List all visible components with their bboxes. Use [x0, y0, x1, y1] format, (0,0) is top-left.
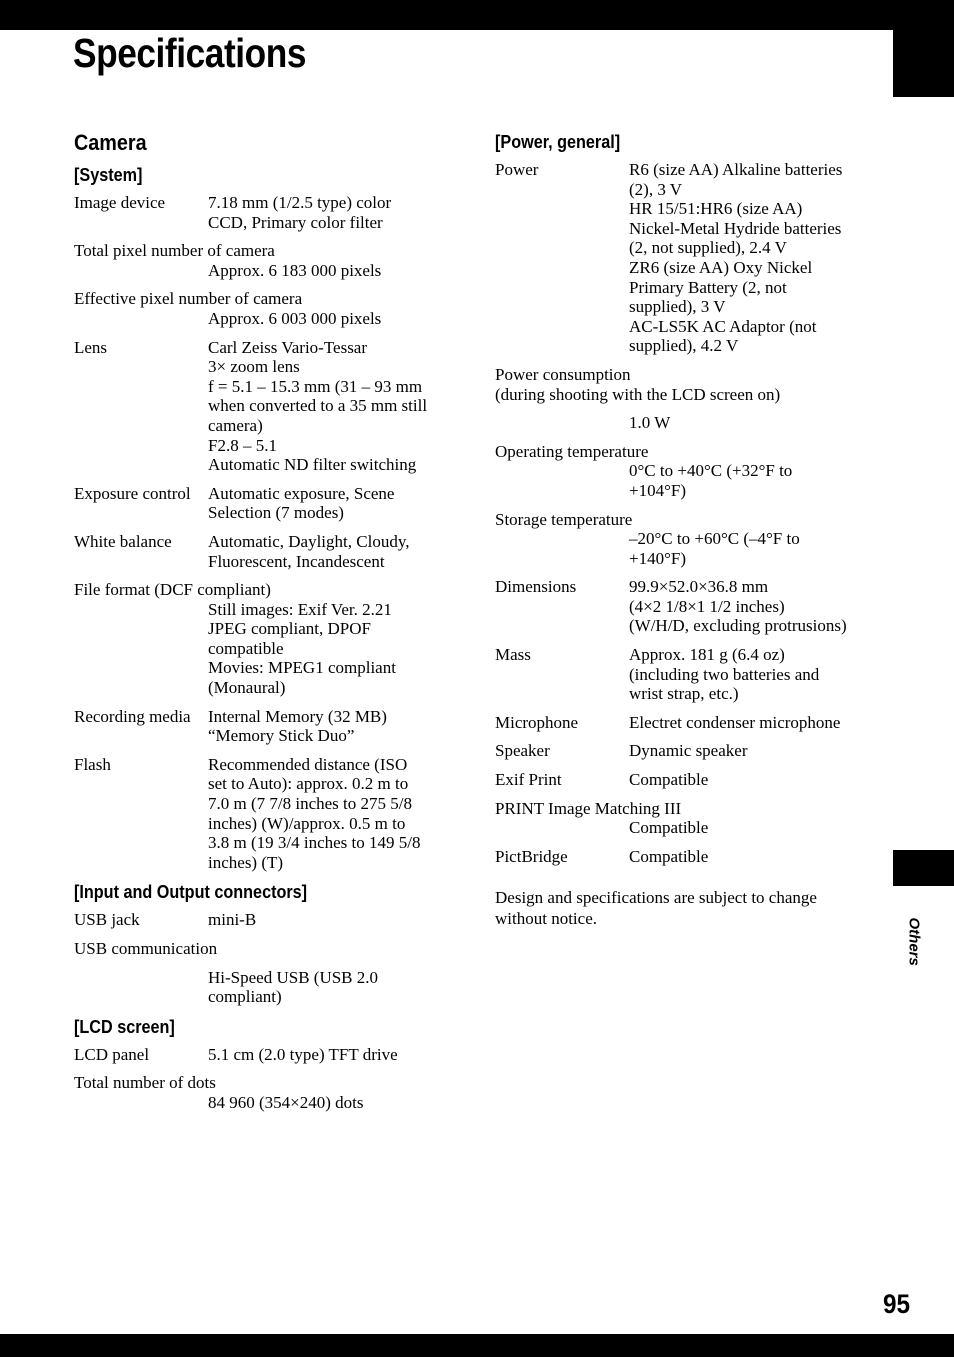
section-tab-marker — [893, 850, 954, 886]
left-column — [74, 120, 454, 1122]
specs-change-notice: Design and specifications are subject to change without notice. — [495, 888, 817, 928]
spec-label: Speaker — [495, 741, 550, 761]
spec-value: Automatic, Daylight, Cloudy, Fluorescent, Incandescent — [208, 531, 410, 571]
spec-label: USB communication — [74, 939, 218, 958]
page-number: 95 — [882, 1289, 910, 1319]
spec-operating-temperature — [495, 442, 875, 501]
spec-total-dots — [74, 1073, 454, 1112]
spec-value: Dynamic speaker — [629, 741, 748, 761]
spec-value: Hi-Speed USB (USB 2.0 compliant) — [208, 967, 379, 1007]
spec-value: Recommended distance (ISO set to Auto): approx. 0.2 m to 7.0 m (7 7/8 inches to 275 5/8 inches) (W)/approx. 0.5 m to 3.8 m (19 3/4 inches to 149 5/8 inches) (T) — [208, 754, 421, 872]
io-heading: [Input and Output connectors] — [74, 882, 308, 903]
page-title: Specifications — [73, 30, 307, 76]
spec-label: File format (DCF compliant) — [74, 580, 271, 600]
bottom-bar — [0, 1334, 954, 1357]
spec-total-pixels — [74, 241, 454, 280]
spec-power-consumption — [495, 365, 875, 433]
spec-label: Exposure control — [74, 483, 191, 503]
spec-value: Still images: Exif Ver. 2.21 JPEG compliant, DPOF compatible Movies: MPEG1 compliant (Monaural) — [208, 599, 396, 698]
spec-mass — [495, 645, 875, 704]
spec-dimensions — [495, 577, 875, 636]
spec-value: Compatible — [629, 770, 709, 790]
spec-label: Mass — [495, 645, 531, 665]
spec-file-format — [74, 580, 454, 698]
spec-white-balance — [74, 532, 454, 571]
spec-label: Effective pixel number of camera — [74, 289, 303, 309]
spec-value: Internal Memory (32 MB) “Memory Stick Duo” — [208, 706, 387, 746]
spec-value: –20°C to +60°C (–4°F to +140°F) — [629, 529, 800, 568]
spec-value: 1.0 W — [629, 413, 671, 433]
spec-value: 84 960 (354×240) dots — [208, 1092, 364, 1112]
spec-label: Operating temperature — [495, 441, 649, 461]
spec-pictbridge — [495, 847, 875, 867]
right-column — [495, 120, 875, 929]
power-general-heading: [Power, general] — [495, 132, 621, 152]
lcd-heading: [LCD screen] — [74, 1016, 175, 1037]
spec-label: Storage temperature — [495, 509, 633, 529]
spec-effective-pixels — [74, 289, 454, 328]
spec-label: Power consumption (during shooting with the LCD screen on) — [495, 364, 781, 404]
spec-value: 5.1 cm (2.0 type) TFT drive — [208, 1044, 398, 1064]
spec-value: Compatible — [629, 846, 709, 866]
spec-usb-communication — [74, 939, 454, 1007]
spec-lcd-panel — [74, 1045, 454, 1065]
spec-usb-jack — [74, 910, 454, 930]
spec-flash — [74, 755, 454, 873]
spec-label: Dimensions — [495, 577, 577, 597]
spec-value: Approx. 6 183 000 pixels — [208, 260, 382, 280]
spec-label: Image device — [74, 193, 166, 212]
spec-value: Carl Zeiss Vario-Tessar 3× zoom lens f = 5.1 – 15.3 mm (31 – 93 mm when converted to a 35 mm still camera) F2.8 – 5.1 Automatic ND filter switching — [208, 337, 428, 475]
spec-exif-print — [495, 770, 875, 790]
spec-image-device — [74, 193, 454, 232]
spec-value: Approx. 181 g (6.4 oz) (including two batteries and wrist strap, etc.) — [629, 645, 820, 704]
spec-label: USB jack — [74, 910, 140, 930]
spec-exposure-control — [74, 484, 454, 523]
spec-value: Compatible — [629, 818, 709, 838]
spec-value: Electret condenser microphone — [629, 712, 841, 732]
top-bar — [0, 0, 954, 30]
camera-heading: Camera — [74, 130, 147, 155]
spec-speaker — [495, 741, 875, 761]
spec-print-image-matching — [495, 799, 875, 838]
spec-label: LCD panel — [74, 1044, 150, 1064]
spec-label: Microphone — [495, 712, 579, 732]
spec-label: Recording media — [74, 706, 191, 726]
spec-value: 0°C to +40°C (+32°F to +104°F) — [629, 461, 793, 500]
spec-lens — [74, 338, 454, 475]
side-tab-label: Others — [905, 917, 923, 966]
spec-label: White balance — [74, 531, 172, 551]
spec-label: Exif Print — [495, 770, 562, 790]
spec-label: Total number of dots — [74, 1073, 216, 1093]
spec-power — [495, 160, 875, 356]
top-right-tab — [893, 30, 954, 97]
spec-value: Approx. 6 003 000 pixels — [208, 308, 382, 328]
spec-value: 7.18 mm (1/2.5 type) color CCD, Primary color filter — [208, 193, 392, 232]
spec-value: 99.9×52.0×36.8 mm (4×2 1/8×1 1/2 inches) (W/H/D, excluding protrusions) — [629, 577, 847, 636]
spec-label: Total pixel number of camera — [74, 241, 275, 261]
spec-label: Flash — [74, 754, 111, 774]
spec-value: Automatic exposure, Scene Selection (7 modes) — [208, 483, 395, 523]
spec-value: R6 (size AA) Alkaline batteries (2), 3 V HR 15/51:HR6 (size AA) Nickel-Metal Hydride batteries (2, not supplied), 2.4 V ZR6 (size AA) Oxy Nickel Primary Battery (2, not supplied), 3 V AC-LS5K AC Adaptor (not supplied), 4.2 V — [629, 160, 843, 356]
spec-value: mini-B — [208, 910, 257, 930]
spec-recording-media — [74, 707, 454, 746]
system-heading: [System] — [74, 165, 143, 185]
spec-label: PRINT Image Matching III — [495, 798, 682, 818]
spec-storage-temperature — [495, 510, 875, 569]
spec-microphone — [495, 713, 875, 733]
spec-label: Lens — [74, 337, 108, 357]
spec-label: PictBridge — [495, 846, 568, 866]
spec-label: Power — [495, 160, 539, 179]
